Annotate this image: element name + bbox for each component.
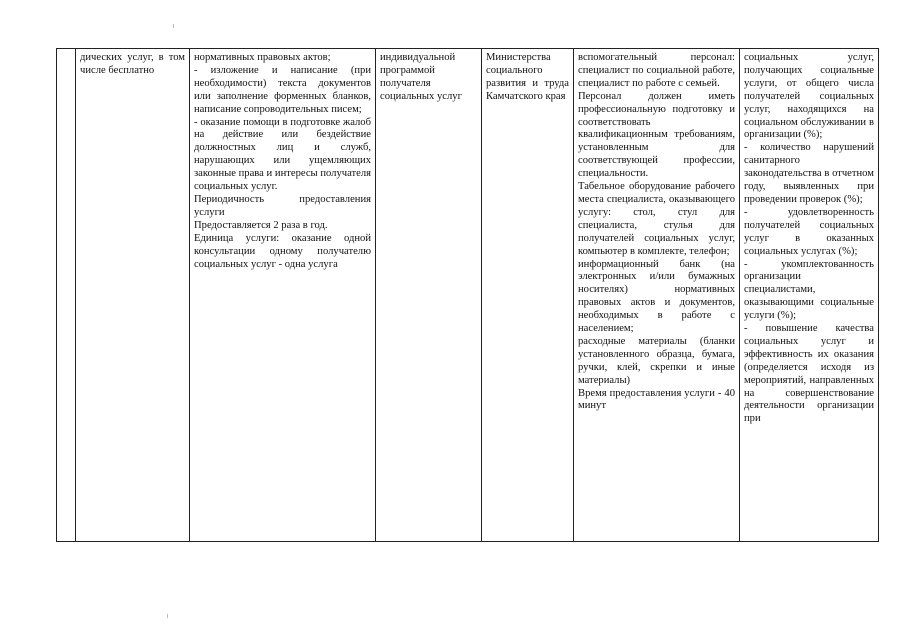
cell-paragraph: вспомогательный персонал: специалист по социальной работе, специалист по работе с семьей. — [578, 52, 735, 89]
cell-paragraph: дических услуг, в том числе бесплатно — [80, 52, 185, 76]
services-table — [56, 48, 879, 542]
cell-quality-indicators — [740, 49, 879, 542]
cell-paragraph: индивидуальной программой получателя социальных услуг — [380, 52, 462, 102]
cell-paragraph: Время предоставления услуги - 40 минут — [578, 387, 735, 412]
cell-paragraph: Персонал должен иметь профессиональную подготовку и соответствовать квалификационным требованиям, установленным для соответствующей профессии, специальности. — [578, 90, 735, 180]
cell-paragraph: расходные материалы (бланки установленного образца, бумага, ручки, клей, скрепки и иные материалы) — [578, 335, 735, 386]
cell-paragraph: нормативных правовых актов; — [194, 52, 331, 63]
cell-paragraph: - укомплектованность организации специалистами, оказывающими социальные услуги (%); — [744, 258, 874, 322]
cell-paragraph: - удовлетворенность получателей социальных услуг в оказанных социальных услугах (%); — [744, 206, 874, 257]
cell-basis — [376, 49, 482, 542]
cell-paragraph: Министерства социального развития и труда Камчатского края — [486, 52, 569, 102]
cell-paragraph: Периодичность предоставления услуги — [194, 193, 371, 218]
cell-paragraph: Единица услуги: оказание одной консультации одному получателю социальных услуг - одна услуга — [194, 232, 371, 270]
cell-paragraph: - изложение и написание (при необходимости) текста документов или заполнение форменных бланков, написание сопроводительных писем; — [194, 64, 371, 115]
cell-paragraph: социальных услуг, получающих социальные услуги, от общего числа получателей социальных услуг, находящихся на социальном обслуживании в организации (%); — [744, 52, 874, 141]
cell-paragraph: информационный банк (на электронных и/или бумажных носителях) нормативных правовых актов и документов, необходимых в работе с населением; — [578, 258, 735, 335]
table-row — [57, 49, 879, 542]
cell-responsible-body — [482, 49, 574, 542]
cell-paragraph: - повышение качества социальных услуг и эффективность их оказания (определяется исходя из мероприятий, направленных на совершенствование деятельности организации при — [744, 323, 874, 425]
cell-paragraph: - оказание помощи в подготовке жалоб на действие или бездействие должностных лиц и служб, нарушающих или ущемляющих законные права и интересы получателя социальных услуг. — [194, 116, 371, 193]
cell-paragraph: Предоставляется 2 раза в год. — [194, 219, 328, 231]
cell-paragraph: Табельное оборудование рабочего места специалиста, оказывающего услугу: стол, стул для специалиста, стулья для получателей социальных услуг, компьютер в комплекте, телефон; — [578, 181, 735, 257]
cell-paragraph: - количество нарушений санитарного законодательства в отчетном году, выявленных при проведении проверок (%); — [744, 142, 874, 205]
scan-artifact — [167, 614, 168, 618]
cell-service-content — [190, 49, 376, 542]
scan-artifact — [173, 24, 174, 28]
cell-number — [57, 49, 76, 542]
cell-service-name — [76, 49, 190, 542]
cell-conditions — [574, 49, 740, 542]
